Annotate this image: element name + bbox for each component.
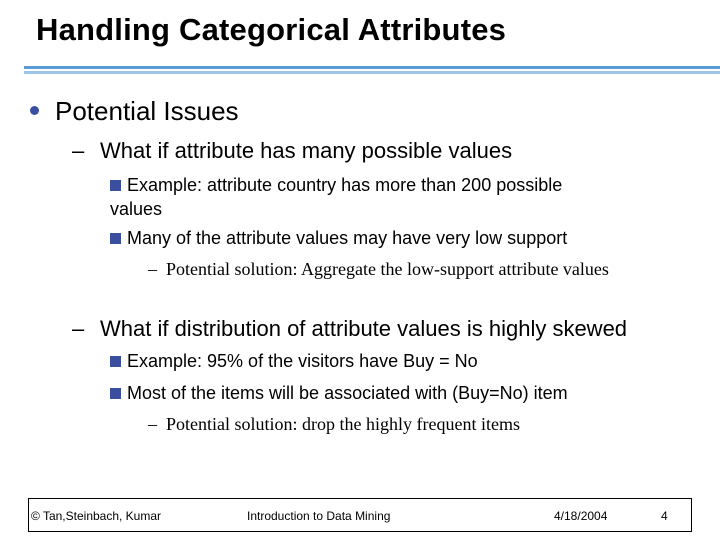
square-bullet-icon (110, 388, 121, 399)
dash-icon: – (148, 414, 157, 434)
issue1-many-text: Many of the attribute values may have very low support (127, 228, 568, 248)
title-rule-dark (24, 66, 720, 69)
round-bullet-icon (30, 106, 39, 115)
issue2-example-text: Example: 95% of the visitors have Buy = No (127, 351, 478, 371)
main-point-text: Potential Issues (55, 96, 239, 126)
square-bullet-icon (110, 180, 121, 191)
issue2-heading (72, 316, 627, 342)
dash-icon: – (72, 138, 85, 163)
issue2-solution (148, 414, 520, 435)
footer-page-number: 4 (661, 509, 668, 523)
title-rule-light (24, 71, 720, 74)
issue2-solution-text: Potential solution: drop the highly frequent items (166, 414, 520, 434)
issue1-solution-text: Potential solution: Aggregate the low-support attribute values (166, 259, 609, 279)
main-point (30, 96, 239, 127)
issue2-most-text: Most of the items will be associated with (Buy=No) item (127, 383, 568, 403)
issue2-example (110, 349, 670, 373)
issue1-heading-text: What if attribute has many possible values (100, 138, 513, 163)
square-bullet-icon (110, 356, 121, 367)
issue2-heading-text: What if distribution of attribute values is highly skewed (100, 316, 628, 341)
issue1-heading (72, 138, 512, 164)
footer-authors: © Tan,Steinbach, Kumar (31, 509, 162, 523)
slide-footer (28, 498, 692, 532)
dash-icon: – (72, 316, 85, 341)
footer-book: Introduction to Data Mining (247, 509, 391, 523)
slide-title: Handling Categorical Attributes (36, 12, 507, 47)
issue1-example (110, 173, 670, 221)
issue1-example-line1: Example: attribute country has more than 200 possible (127, 175, 563, 195)
issue2-most (110, 381, 670, 405)
issue1-solution (148, 259, 609, 280)
issue1-example-line2: values (110, 199, 163, 219)
dash-icon: – (148, 259, 157, 279)
footer-date: 4/18/2004 (554, 509, 608, 523)
square-bullet-icon (110, 233, 121, 244)
issue1-many (110, 226, 670, 250)
